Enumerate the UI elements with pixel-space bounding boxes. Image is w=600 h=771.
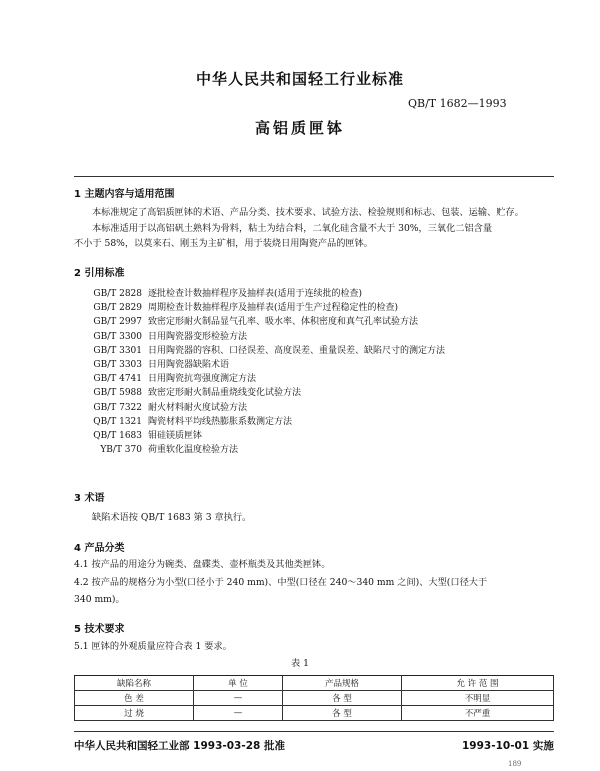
- standard-code: QB/T 1682—1993: [408, 97, 507, 110]
- table-cell: 不明显: [402, 691, 554, 706]
- table-cell: 各 型: [283, 691, 402, 706]
- reference-item: GB/T 5988 致密定形耐火制品重烧线变化试验方法: [93, 388, 302, 399]
- section-4-heading: 4 产品分类: [74, 543, 125, 554]
- section-5-heading: 5 技术要求: [74, 624, 125, 635]
- table-1: [74, 675, 554, 721]
- table-cell: —: [194, 706, 283, 721]
- reference-item: GB/T 4741 日用陶瓷抗弯强度测定方法: [93, 374, 257, 385]
- reference-item: QB/T 1683 钼硅镁质匣钵: [93, 430, 203, 441]
- reference-item: GB/T 7322 耐火材料耐火度试验方法: [93, 402, 248, 413]
- reference-item: GB/T 3303 日用陶瓷器缺陷术语: [93, 359, 230, 370]
- reference-item: YB/T 370 荷重软化温度检验方法: [100, 445, 239, 456]
- reference-list: [92, 287, 445, 457]
- clause-5-1: 5.1 匣钵的外观质量应符合表 1 要求。: [74, 641, 232, 652]
- approval-line: 中华人民共和国轻工业部 1993-03-28 批准: [74, 740, 285, 752]
- reference-item: GB/T 3301 日用陶瓷器的容积、口径误差、高度误差、重量误差、缺陷尺寸的测定方法: [93, 345, 446, 356]
- table-header-row: [75, 676, 554, 691]
- section-1-paragraph-2b: 不小于 58%，以莫来石、刚玉为主矿相，用于装烧日用陶瓷产品的匣钵。: [74, 238, 373, 249]
- table-row: [75, 691, 554, 706]
- implementation-date: 1993-10-01 实施: [462, 740, 554, 752]
- col-header: 产品规格: [283, 676, 402, 691]
- col-header: 单 位: [194, 676, 283, 691]
- footer-divider: [74, 731, 554, 732]
- table-caption: 表 1: [291, 658, 309, 669]
- reference-item: GB/T 2829 周期检查计数抽样程序及抽样表(适用于生产过程稳定性的检查): [93, 303, 399, 314]
- section-2-heading: 2 引用标准: [74, 268, 125, 279]
- clause-4-2b: 340 mm)。: [74, 594, 125, 605]
- table-cell: 不严重: [402, 706, 554, 721]
- table-cell: —: [194, 691, 283, 706]
- table-row: [75, 706, 554, 721]
- col-header: 缺陷名称: [75, 676, 194, 691]
- section-1-paragraph-1: 本标准规定了高铝质匣钵的术语、产品分类、技术要求、试验方法、检验规则和标志、包装、运输、贮存。: [92, 207, 524, 218]
- section-1-heading: 1 主题内容与适用范围: [74, 189, 175, 200]
- table-cell: 各 型: [283, 706, 402, 721]
- clause-4-1: 4.1 按产品的用途分为碗类、盘碟类、壶杯瓶类及其他类匣钵。: [74, 559, 331, 570]
- reference-item: QB/T 1321 陶瓷材料平均线热膨胀系数测定方法: [93, 416, 293, 427]
- col-header: 允 许 范 围: [402, 676, 554, 691]
- section-1-paragraph-2a: 本标准适用于以高铝矾土熟料为骨料，粘土为结合料，二氧化硅含量不大于 30%，三氧化二铝含量: [92, 223, 493, 234]
- section-3-paragraph: 缺陷术语按 QB/T 1683 第 3 章执行。: [92, 512, 252, 523]
- reference-item: GB/T 2828 逐批检查计数抽样程序及抽样表(适用于连续批的检查): [93, 289, 363, 299]
- reference-item: GB/T 2997 致密定形耐火制品显气孔率、吸水率、体积密度和真气孔率试验方法: [93, 317, 419, 328]
- table-cell: 色 差: [75, 691, 194, 706]
- header-divider: [74, 176, 554, 177]
- document-title: 高铝质匣钵: [254, 119, 345, 137]
- table-cell: 过 烧: [75, 706, 194, 721]
- standard-category-title: 中华人民共和国轻工行业标准: [195, 70, 404, 88]
- section-3-heading: 3 术语: [74, 493, 105, 504]
- clause-4-2a: 4.2 按产品的规格分为小型(口径小于 240 mm)、中型(口径在 240～340 mm 之间)、大型(口径大于: [74, 577, 488, 588]
- page-number: 189: [508, 760, 522, 768]
- reference-item: GB/T 3300 日用陶瓷器变形检验方法: [93, 331, 248, 342]
